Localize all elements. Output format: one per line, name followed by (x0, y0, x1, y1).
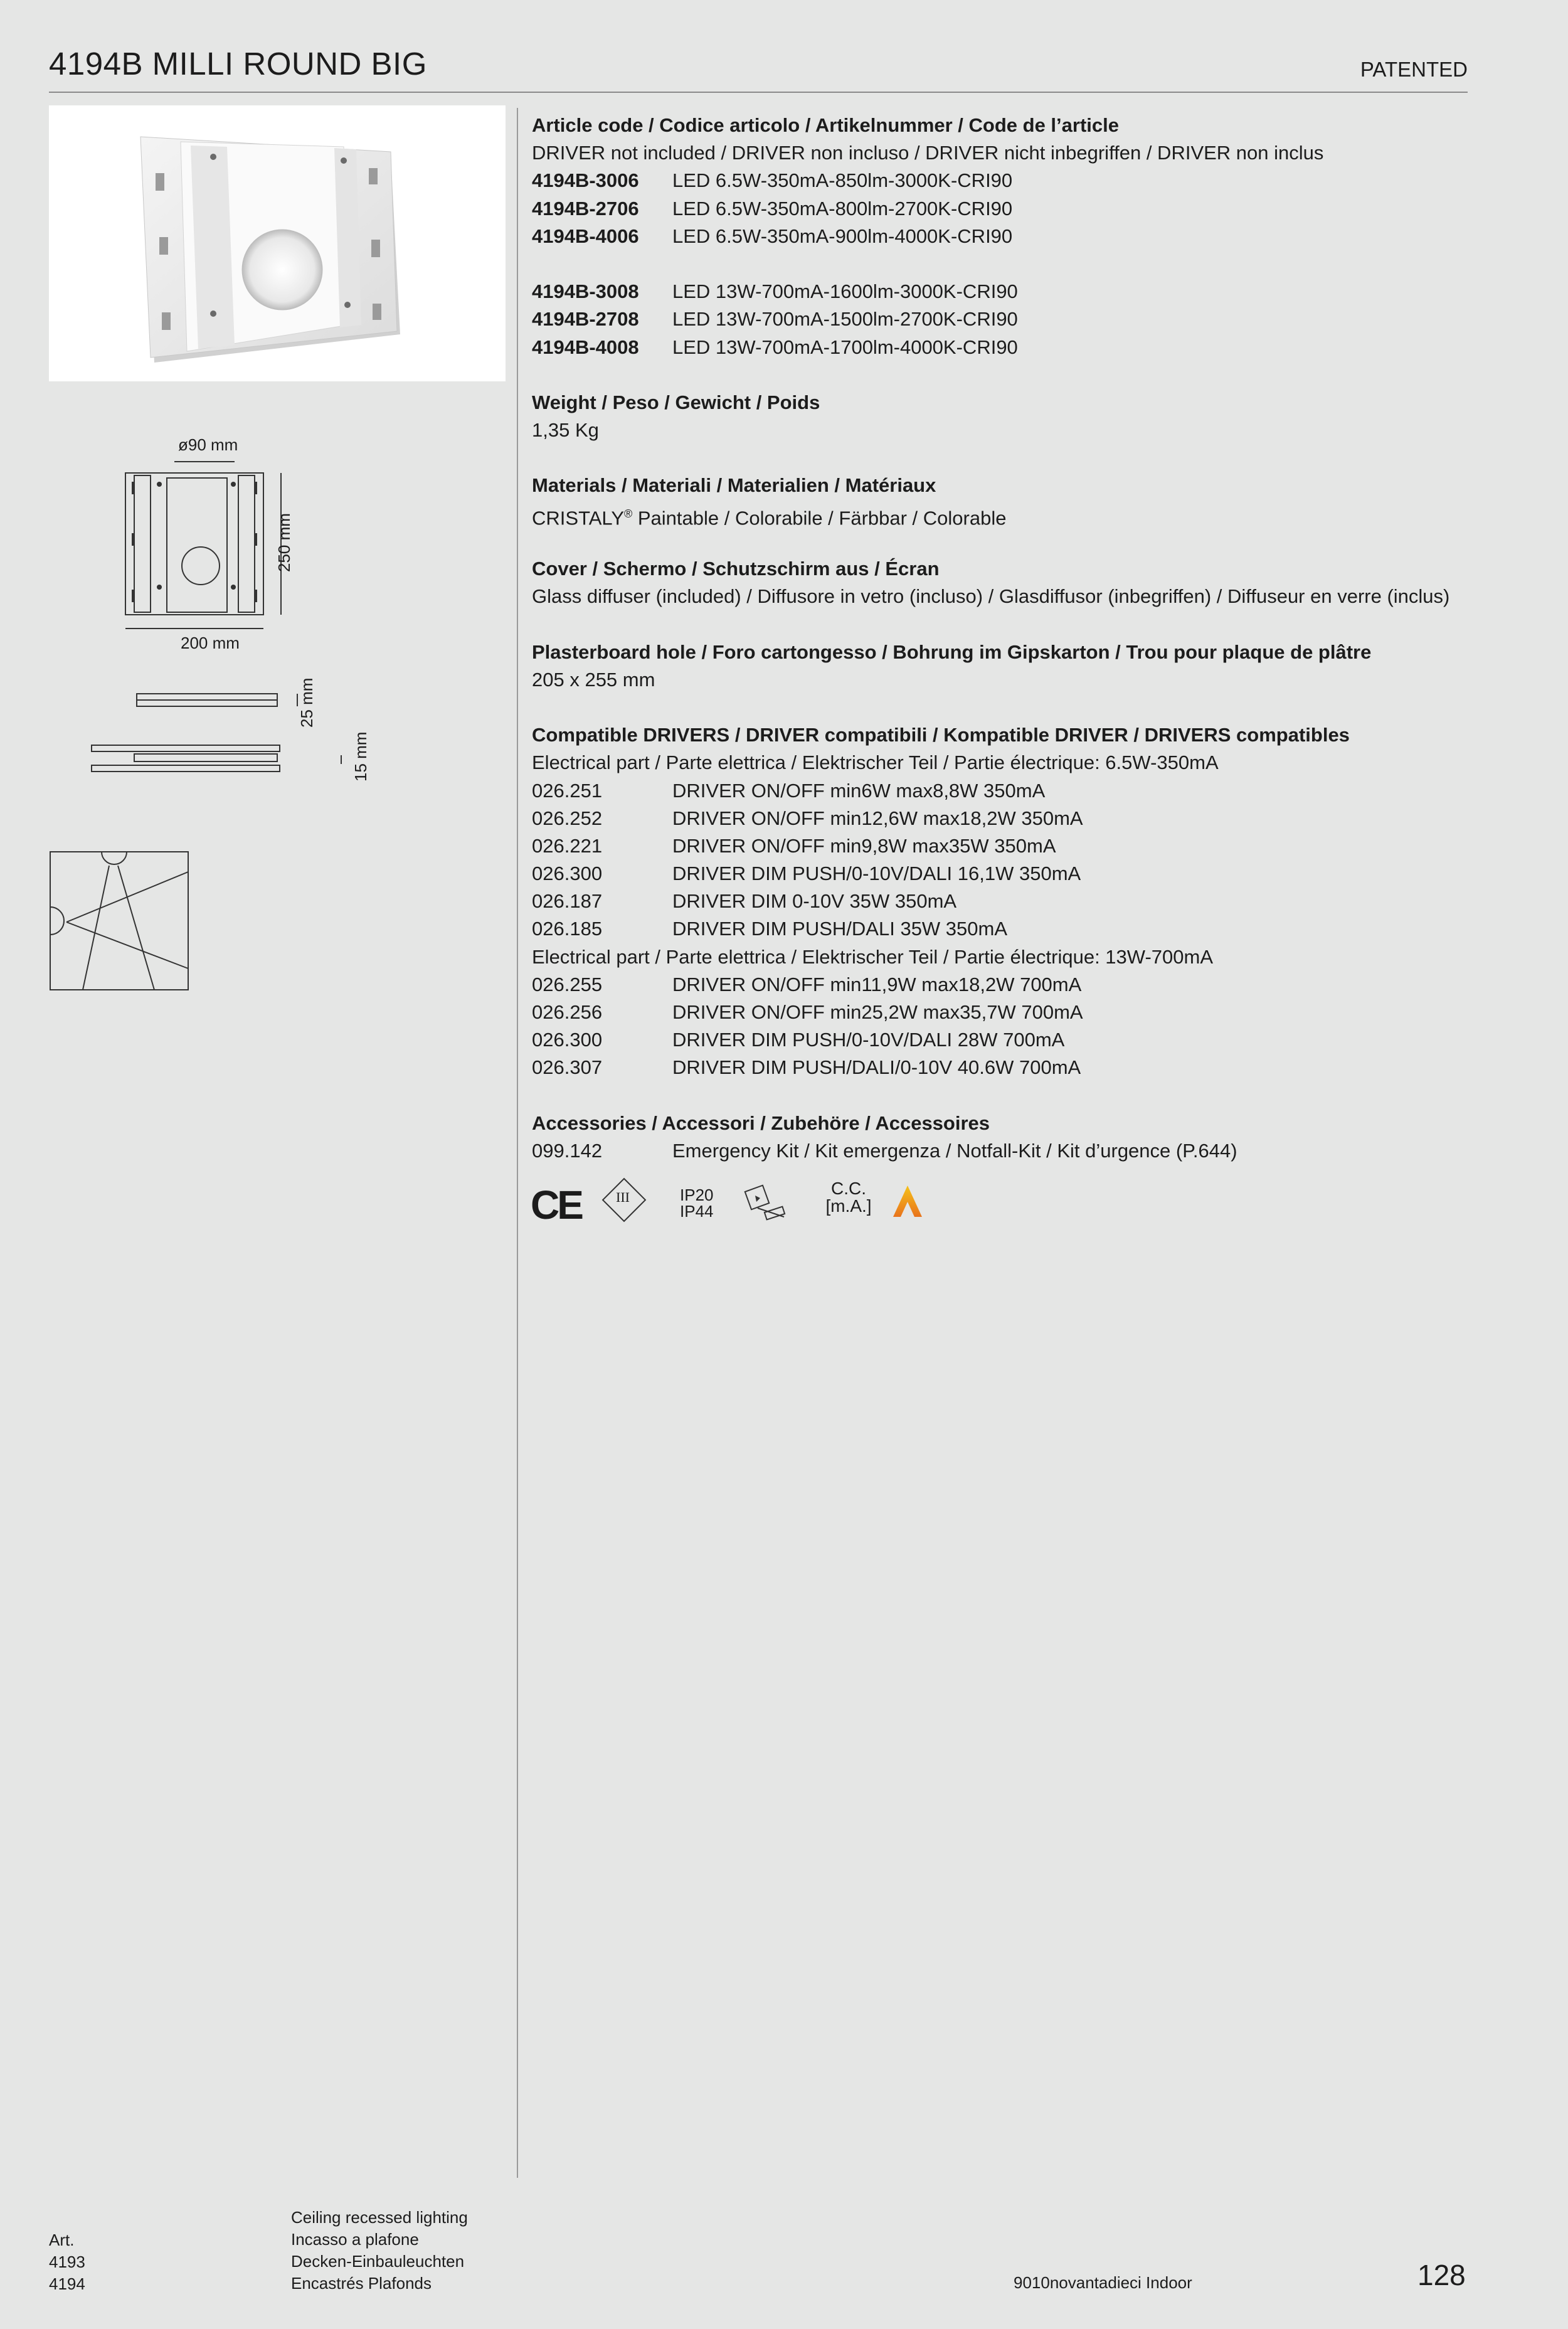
item-code: 4194B-3008 (532, 280, 639, 303)
item-code: 026.252 (532, 807, 603, 829)
item-description: DRIVER ON/OFF min11,9W max18,2W 700mA (672, 973, 1082, 995)
item-description: DRIVER DIM PUSH/0-10V/DALI 28W 700mA (672, 1029, 1065, 1051)
item-description: DRIVER ON/OFF min25,2W max35,7W 700mA (672, 1001, 1083, 1023)
diameter-label: ø90 mm (178, 435, 238, 454)
article-list (532, 167, 1473, 250)
page-number: 128 (1417, 2259, 1466, 2291)
footer-art-label: Art. (49, 2231, 75, 2249)
ip-rating-bottom: IP44 (680, 1202, 714, 1221)
item-description: DRIVER ON/OFF min9,8W max35W 350mA (672, 834, 1056, 857)
footer-art-code: 4194 (49, 2274, 85, 2293)
spec-row (532, 860, 1473, 888)
item-code: 099.142 (532, 1139, 603, 1162)
spec-row (532, 888, 1473, 915)
drivers-heading: Compatible DRIVERS / DRIVER compatibili / Kompatible DRIVER / DRIVERS compatibles (532, 724, 1350, 746)
column-divider (517, 108, 518, 2178)
driver-list (532, 777, 1473, 943)
spec-row (532, 915, 1473, 943)
driver-note: DRIVER not included / DRIVER non incluso / DRIVER nicht inbegriffen / DRIVER non inclus (532, 142, 1324, 164)
item-description: LED 13W-700mA-1700lm-4000K-CRI90 (672, 336, 1018, 358)
cover-heading: Cover / Schermo / Schutzschirm aus / Écran (532, 558, 940, 580)
footer-category: Decken-Einbauleuchten (291, 2252, 465, 2271)
spec-row (532, 805, 1473, 832)
materials-brand: CRISTALY (532, 506, 624, 529)
item-description: DRIVER DIM PUSH/DALI 35W 350mA (672, 918, 1008, 940)
item-description: LED 6.5W-350mA-900lm-4000K-CRI90 (672, 225, 1013, 247)
footer-category: Encastrés Plafonds (291, 2274, 432, 2293)
electrical-part-b: Electrical part / Parte elettrica / Elektrischer Teil / Partie électrique: 13W-700mA (532, 945, 1214, 968)
item-description: DRIVER ON/OFF min6W max8,8W 350mA (672, 779, 1046, 802)
item-code: 026.185 (532, 918, 603, 940)
depth-label-15: 15 mm (351, 731, 370, 782)
item-code: 026.300 (532, 862, 603, 885)
footer-article-block (49, 2229, 85, 2295)
header-divider (49, 92, 1468, 93)
width-label: 200 mm (181, 634, 240, 652)
spec-row (532, 1137, 1473, 1165)
item-description: LED 13W-700mA-1600lm-3000K-CRI90 (672, 280, 1018, 303)
patented-label: PATENTED (1360, 58, 1468, 81)
spec-row (532, 305, 1473, 333)
item-code: 026.251 (532, 779, 603, 802)
spec-row (532, 1026, 1473, 1054)
insulation-material-icon (744, 1184, 790, 1222)
weight-value: 1,35 Kg (532, 419, 599, 442)
item-description: LED 6.5W-350mA-800lm-2700K-CRI90 (672, 197, 1013, 220)
depth-label-25: 25 mm (297, 677, 316, 728)
footer-art-code: 4193 (49, 2252, 85, 2271)
materials-heading: Materials / Materiali / Materialien / Matériaux (532, 474, 936, 497)
spec-row (532, 278, 1473, 305)
footer-category-block (291, 2207, 468, 2295)
ip-rating-top: IP20 (680, 1186, 714, 1204)
footer-brand: 9010novantadieci Indoor (1014, 2273, 1192, 2292)
cc-label-bottom: [m.A.] (825, 1196, 872, 1216)
item-description: DRIVER ON/OFF min12,6W max18,2W 350mA (672, 807, 1083, 829)
cc-label-top: C.C. (831, 1179, 866, 1198)
materials-value (532, 500, 1473, 528)
item-description: Emergency Kit / Kit emergenza / Notfall-Kit / Kit d’urgence (P.644) (672, 1139, 1237, 1162)
item-code: 026.307 (532, 1056, 603, 1079)
electrical-part-a: Electrical part / Parte elettrica / Elektrischer Teil / Partie électrique: 6.5W-350mA (532, 751, 1219, 774)
page-title: 4194B MILLI ROUND BIG (49, 46, 427, 82)
materials-text: Paintable / Colorabile / Färbbar / Colorable (632, 506, 1007, 529)
weight-heading: Weight / Peso / Gewicht / Poids (532, 391, 820, 413)
specifications (532, 112, 1473, 1165)
item-code: 4194B-3006 (532, 169, 639, 192)
spec-row (532, 999, 1473, 1026)
item-description: DRIVER DIM 0-10V 35W 350mA (672, 890, 957, 913)
item-code: 026.300 (532, 1029, 603, 1051)
spec-row (532, 334, 1473, 361)
footer-category: Ceiling recessed lighting (291, 2208, 468, 2227)
item-code: 4194B-4008 (532, 336, 639, 358)
technical-drawings (49, 433, 475, 997)
accessory-list (532, 1137, 1473, 1165)
registered-mark: ® (624, 507, 633, 520)
item-code: 4194B-4006 (532, 225, 639, 247)
spec-row (532, 195, 1473, 223)
item-code: 026.256 (532, 1001, 603, 1023)
spec-row (532, 971, 1473, 999)
spec-row (532, 223, 1473, 250)
item-code: 026.187 (532, 890, 603, 913)
footer-category: Incasso a plafone (291, 2230, 419, 2249)
item-code: 026.221 (532, 834, 603, 857)
energy-class-icon (892, 1184, 923, 1219)
item-code: 026.255 (532, 973, 603, 995)
height-label: 250 mm (275, 513, 294, 572)
item-description: DRIVER DIM PUSH/DALI/0-10V 40.6W 700mA (672, 1056, 1081, 1079)
item-description: LED 6.5W-350mA-850lm-3000K-CRI90 (672, 169, 1013, 192)
class-iii-label: III (616, 1189, 630, 1205)
product-photo (49, 105, 506, 381)
item-code: 4194B-2708 (532, 308, 639, 331)
item-code: 4194B-2706 (532, 197, 639, 220)
spec-row (532, 167, 1473, 194)
hole-heading: Plasterboard hole / Foro cartongesso / Bohrung im Gipskarton / Trou pour plaque de plâtre (532, 640, 1372, 663)
spec-row (532, 777, 1473, 805)
certification-icons (531, 1179, 970, 1236)
article-heading: Article code / Codice articolo / Artikelnummer / Code de l’article (532, 114, 1119, 136)
item-description: DRIVER DIM PUSH/0-10V/DALI 16,1W 350mA (672, 862, 1081, 885)
driver-list (532, 971, 1473, 1082)
accessories-heading: Accessories / Accessori / Zubehöre / Accessoires (532, 1111, 990, 1134)
cover-value: Glass diffuser (included) / Diffusore in vetro (incluso) / Glasdiffusor (inbegriffen) / Diffuseur en verre (inclus) (532, 585, 1450, 608)
ce-mark-icon: CE (531, 1182, 581, 1228)
spec-row (532, 832, 1473, 860)
item-description: LED 13W-700mA-1500lm-2700K-CRI90 (672, 308, 1018, 331)
hole-value: 205 x 255 mm (532, 668, 655, 691)
article-list (532, 278, 1473, 361)
spec-row (532, 1054, 1473, 1081)
